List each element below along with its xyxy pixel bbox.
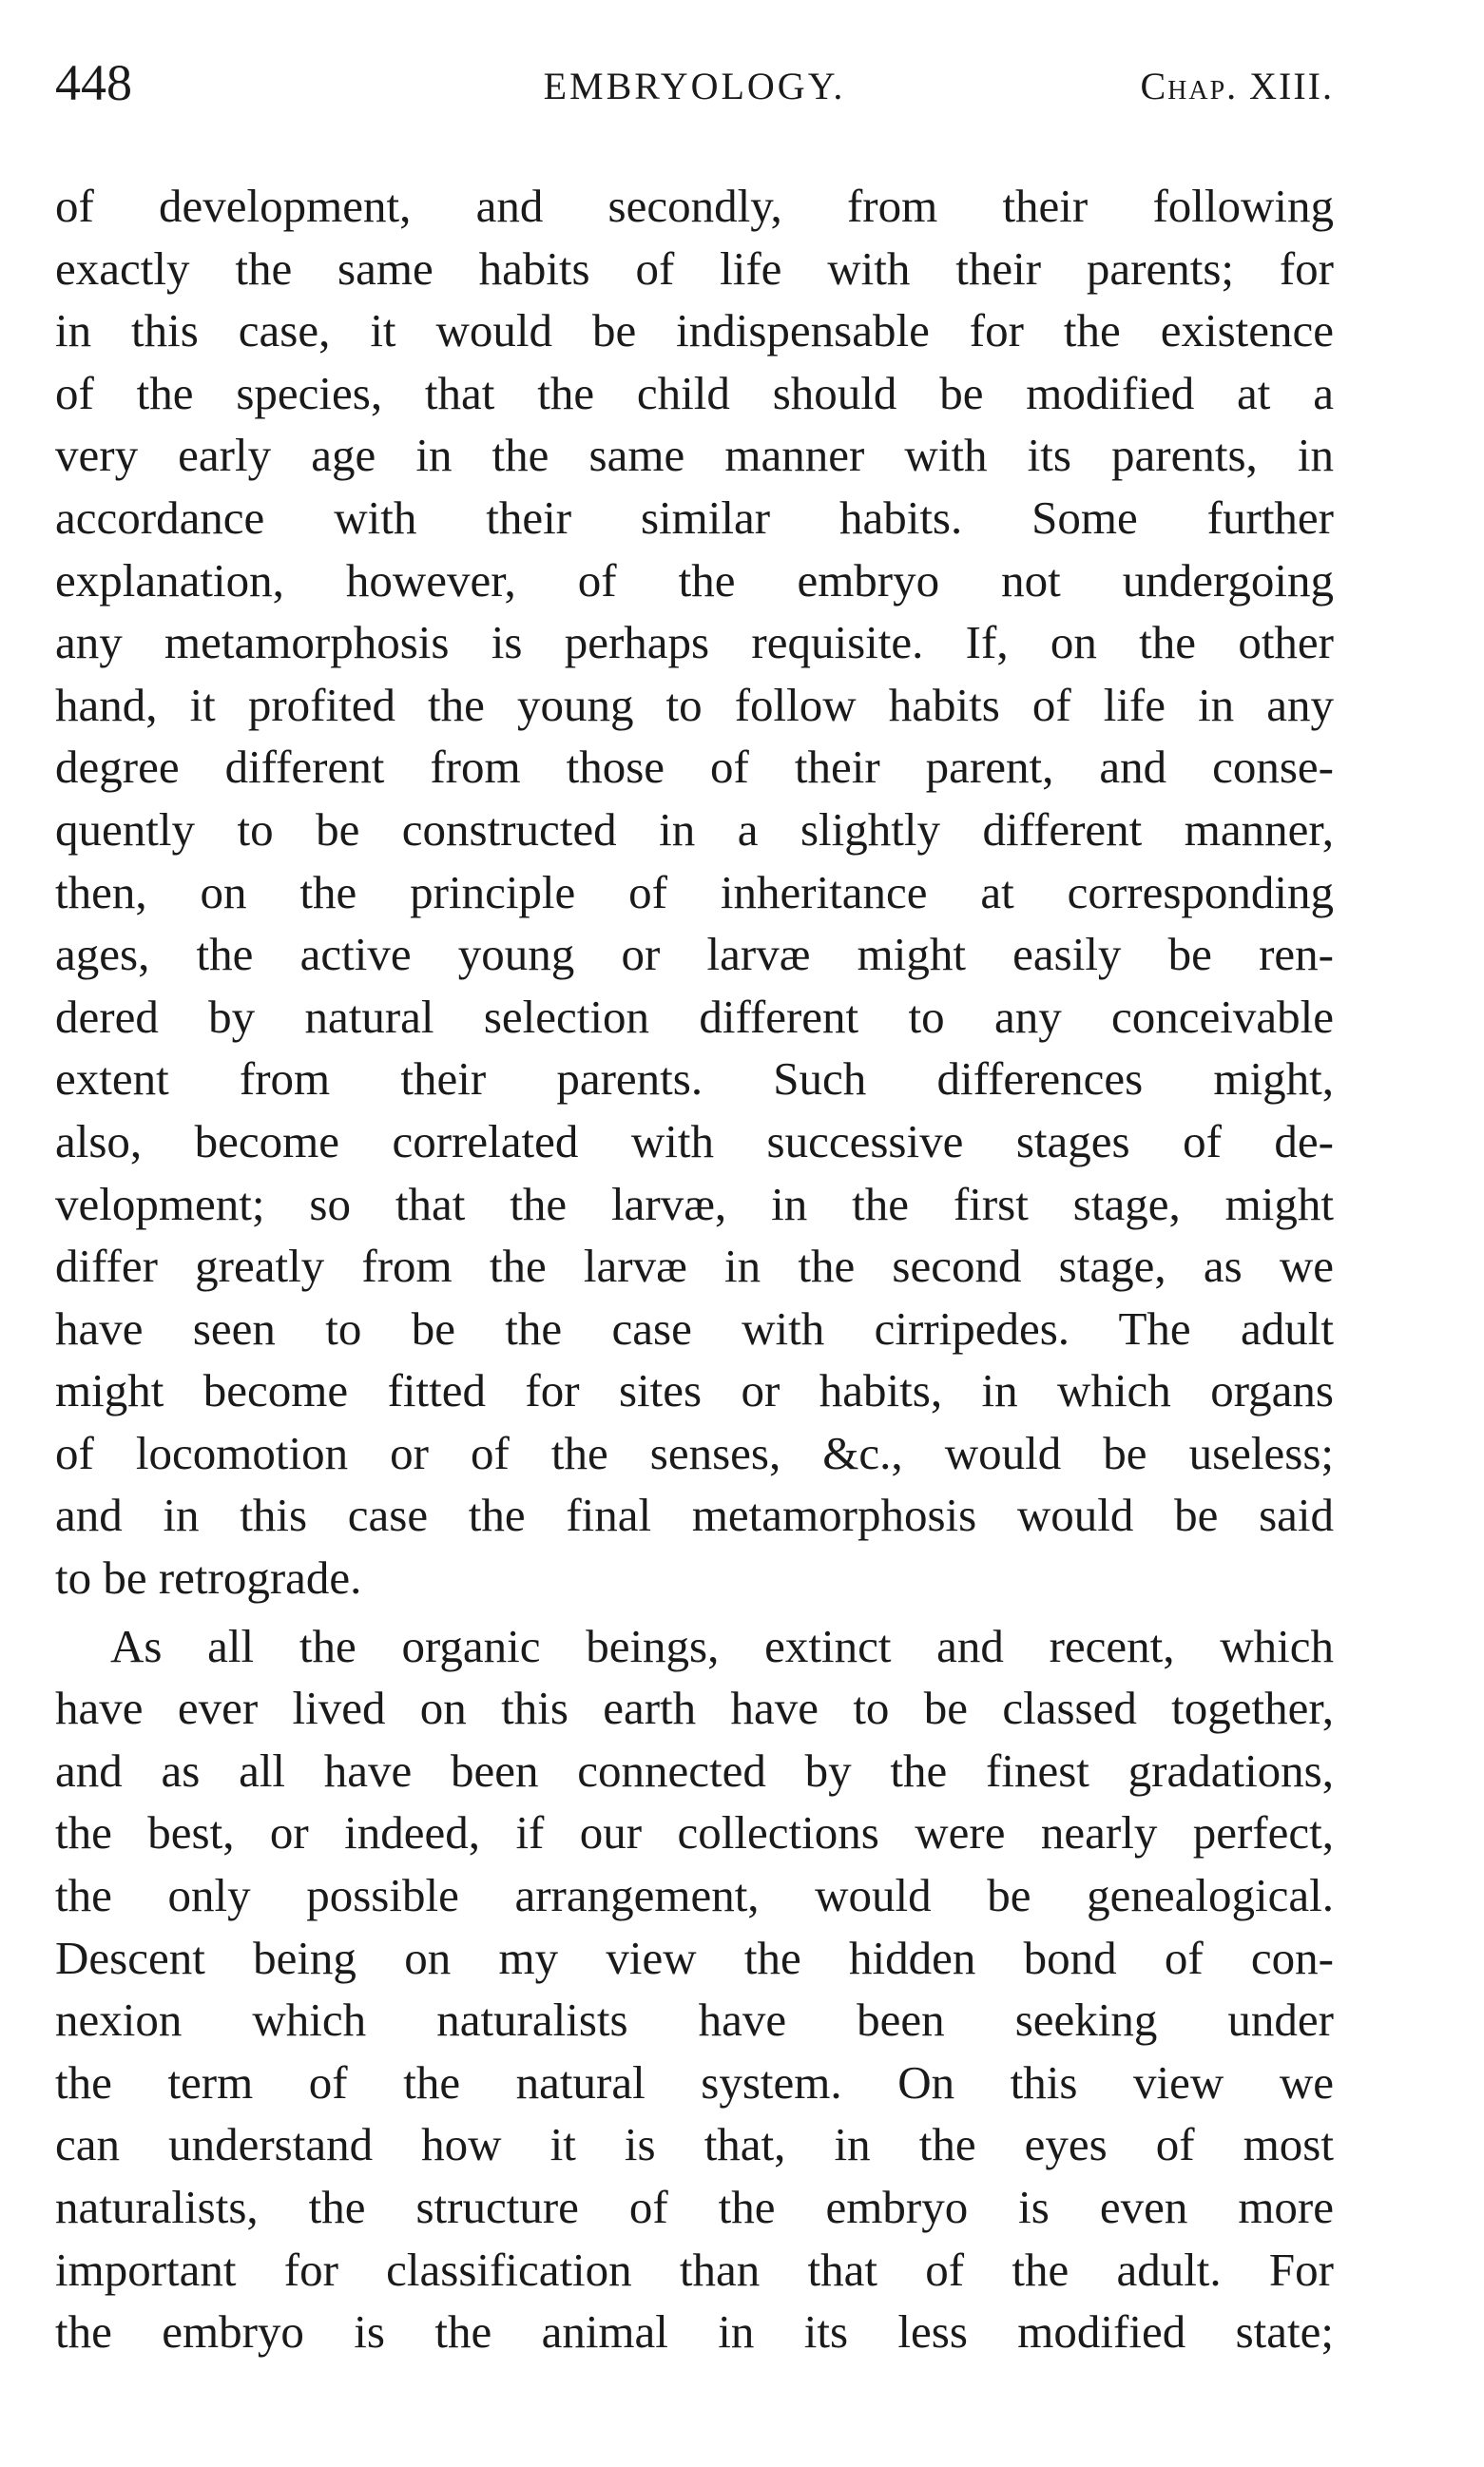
chapter-reference: Chap. XIII. bbox=[1140, 65, 1334, 107]
page-number: 448 bbox=[55, 54, 132, 111]
text-line: quently to be constructed in a slightly different manner, bbox=[55, 802, 1334, 856]
text-line: can understand how it is that, in the eyes of most bbox=[55, 2118, 1334, 2171]
text-line: the embryo is the animal in its less modified state; bbox=[55, 2305, 1334, 2359]
running-title: EMBRYOLOGY. bbox=[543, 65, 846, 107]
paragraph-1 bbox=[55, 175, 1334, 1609]
text-line: of locomotion or of the senses, &c., would be useless; bbox=[55, 1426, 1334, 1479]
text-line: and as all have been connected by the finest gradations, bbox=[55, 1744, 1334, 1797]
text-line: explanation, however, of the embryo not undergoing bbox=[55, 553, 1334, 607]
text-line: and in this case the final metamorphosis would be said bbox=[55, 1489, 1334, 1542]
text-line: Descent being on my view the hidden bond of con- bbox=[55, 1931, 1334, 1984]
text-line: of the species, that the child should be modified at a bbox=[55, 366, 1334, 419]
text-line: accordance with their similar habits. Some further bbox=[55, 491, 1334, 544]
body-text bbox=[55, 175, 1334, 2363]
text-line: exactly the same habits of life with their parents; for bbox=[55, 241, 1334, 295]
text-line: nexion which naturalists have been seeking under bbox=[55, 1994, 1334, 2047]
text-line: velopment; so that the larvæ, in the first stage, might bbox=[55, 1177, 1334, 1230]
text-line: ages, the active young or larvæ might easily be ren- bbox=[55, 928, 1334, 981]
text-line: dered by natural selection different to any conceivable bbox=[55, 990, 1334, 1043]
text-line: in this case, it would be indispensable for the existence bbox=[55, 304, 1334, 357]
running-head bbox=[55, 49, 1334, 116]
text-line: might become fitted for sites or habits, in which organs bbox=[55, 1364, 1334, 1417]
text-line: important for classification than that of the adult. For bbox=[55, 2243, 1334, 2296]
text-line: have ever lived on this earth have to be classed together, bbox=[55, 1682, 1334, 1735]
text-line: very early age in the same manner with its parents, in bbox=[55, 429, 1334, 482]
text-line: have seen to be the case with cirripedes. The adult bbox=[55, 1301, 1334, 1355]
text-line: extent from their parents. Such differences might, bbox=[55, 1052, 1334, 1106]
text-line: the best, or indeed, if our collections were nearly perfect, bbox=[55, 1806, 1334, 1860]
text-line: any metamorphosis is perhaps requisite. If, on the other bbox=[55, 616, 1334, 669]
paragraph-2 bbox=[55, 1615, 1334, 2363]
text-line: naturalists, the structure of the embryo is even more bbox=[55, 2181, 1334, 2233]
text-line: the term of the natural system. On this view we bbox=[55, 2055, 1334, 2109]
text-line: also, become correlated with successive stages of de- bbox=[55, 1114, 1334, 1167]
text-line: the only possible arrangement, would be genealogical. bbox=[55, 1869, 1334, 1922]
text-line: As all the organic beings, extinct and recent, which bbox=[110, 1619, 1334, 1672]
text-line: then, on the principle of inheritance at corresponding bbox=[55, 865, 1334, 918]
text-line: hand, it profited the young to follow habits of life in any bbox=[55, 678, 1334, 731]
text-line: differ greatly from the larvæ in the second stage, as we bbox=[55, 1240, 1334, 1293]
text-line: to be retrograde. bbox=[55, 1552, 362, 1605]
text-line: degree different from those of their parent, and conse- bbox=[55, 741, 1334, 794]
text-line: of development, and secondly, from their following bbox=[55, 180, 1334, 232]
